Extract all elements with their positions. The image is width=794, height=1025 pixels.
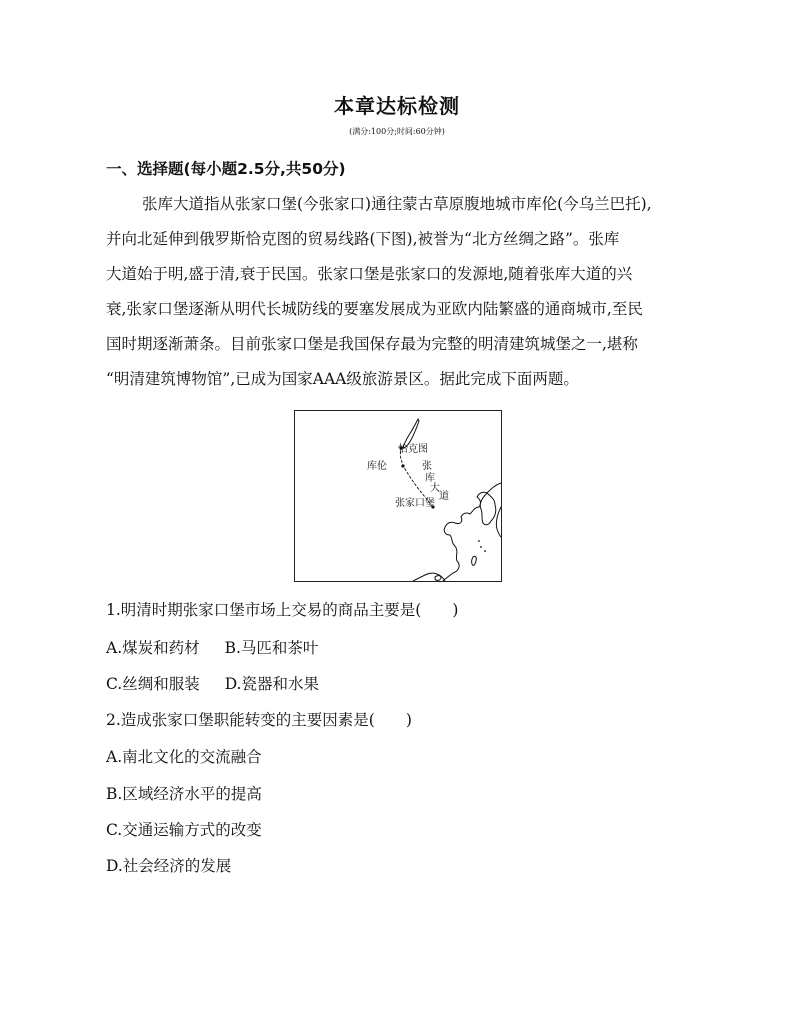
passage-line: 张库大道指从张家口堡(今张家口)通往蒙古草原腹地城市库伦(今乌兰巴托), bbox=[142, 195, 652, 213]
question-2-option-b[interactable]: B.区域经济水平的提高 bbox=[106, 785, 262, 803]
hainan-island bbox=[435, 576, 441, 581]
label-route-ku: 库 bbox=[425, 473, 435, 484]
passage-line: “明清建筑博物馆”,已成为国家AAA级旅游景区。据此完成下面两题。 bbox=[106, 370, 579, 388]
passage-line: 衰,张家口堡逐渐从明代长城防线的要塞发展成为亚欧内陆繁盛的通商城市,至民 bbox=[106, 300, 643, 318]
label-qiaketu: 恰克图 bbox=[398, 444, 428, 455]
question-1-options-row-2 bbox=[106, 672, 319, 694]
question-2-stem: 2.造成张家口堡职能转变的主要因素是( ) bbox=[106, 711, 412, 729]
label-route-zhang: 张 bbox=[422, 461, 432, 472]
label-route-da: 大 bbox=[430, 483, 440, 494]
question-1-stem: 1.明清时期张家口堡市场上交易的商品主要是( ) bbox=[106, 601, 459, 619]
island-dot bbox=[484, 550, 486, 552]
page-title: 本章达标检测 bbox=[334, 94, 460, 118]
passage-line: 并向北延伸到俄罗斯恰克图的贸易线路(下图),被誉为“北方丝绸之路”。张库 bbox=[106, 230, 620, 248]
trade-route-map bbox=[294, 410, 502, 582]
taiwan-island bbox=[472, 556, 477, 565]
label-kulun: 库伦 bbox=[367, 461, 387, 472]
question-2-option-c[interactable]: C.交通运输方式的改变 bbox=[106, 821, 262, 839]
question-2-option-a[interactable]: A.南北文化的交流融合 bbox=[106, 748, 262, 766]
question-1-option-c[interactable]: C.丝绸和服装 bbox=[106, 675, 200, 693]
japan-island bbox=[496, 507, 501, 537]
island-dot bbox=[480, 546, 482, 548]
page-subtitle: (满分:100分;时间:60分钟) bbox=[349, 127, 445, 136]
passage-line: 大道始于明,盛于清,衰于民国。张家口堡是张家口的发源地,随着张库大道的兴 bbox=[106, 265, 633, 283]
label-route-dao: 道 bbox=[439, 491, 449, 502]
map-drawing bbox=[295, 411, 501, 581]
question-1-options-row-1 bbox=[106, 636, 318, 658]
question-1-option-d[interactable]: D.瓷器和水果 bbox=[224, 675, 319, 693]
label-zhangjiakoubao: 张家口堡 bbox=[395, 498, 435, 509]
korean-peninsula bbox=[480, 493, 496, 525]
question-2-option-d[interactable]: D.社会经济的发展 bbox=[106, 857, 232, 875]
island-dot bbox=[478, 540, 480, 542]
question-1-option-a[interactable]: A.煤炭和药材 bbox=[106, 639, 200, 657]
section-heading: 一、选择题(每小题2.5分,共50分) bbox=[106, 160, 346, 178]
city-dot-kulun bbox=[401, 464, 404, 467]
question-1-option-b[interactable]: B.马匹和茶叶 bbox=[224, 639, 319, 657]
passage-line: 国时期逐渐萧条。目前张家口堡是我国保存最为完整的明清建筑城堡之一,堪称 bbox=[106, 335, 638, 353]
